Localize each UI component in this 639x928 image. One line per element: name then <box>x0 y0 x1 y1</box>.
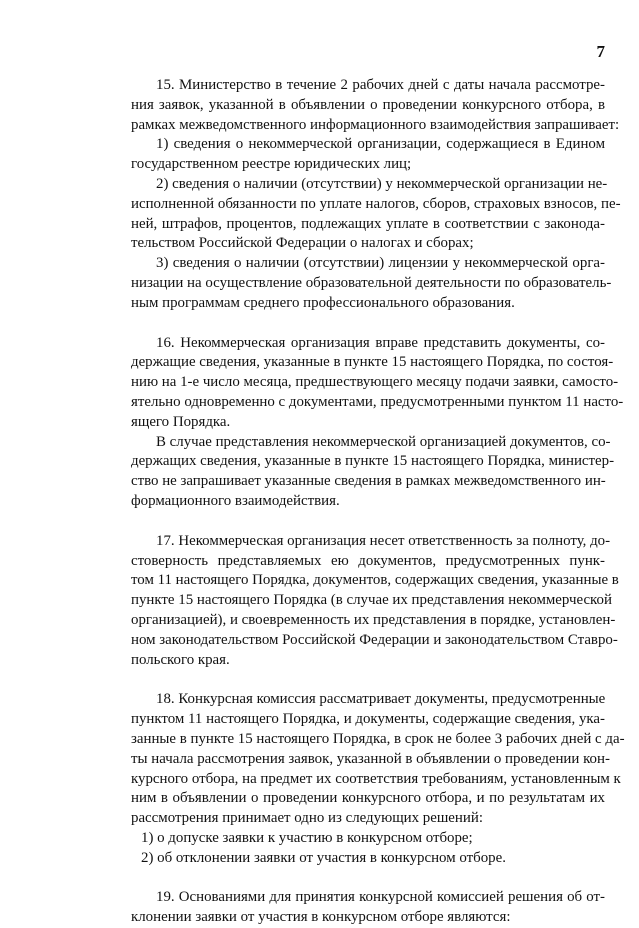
text-line: 15. Министерство в течение 2 рабочих дней с даты начала рассмотре- <box>156 77 605 93</box>
text-line: государственном реестре юридических лиц; <box>131 156 412 173</box>
text-line: ящего Порядка. <box>131 413 231 430</box>
text-line: В случае представления некоммерческой организацией документов, со- <box>156 433 611 450</box>
text-line: 3) сведения о наличии (отсутствии) лицензии у некоммерческой орга- <box>156 255 605 272</box>
text-line: ним в объявлении о проведении конкурсного отбора, и по результатам их <box>131 790 605 807</box>
text-line: 19. Основаниями для принятия конкурсной комиссией решения об от- <box>156 889 605 906</box>
text-line: пункте 15 настоящего Порядка (в случае их представления некоммерческой <box>131 592 612 609</box>
text-line: пунктом 11 настоящего Порядка, и документы, содержащие сведения, ука- <box>131 711 605 728</box>
text-line: 16. Некоммерческая организация вправе представить документы, со- <box>156 334 605 351</box>
text-line: ней, штрафов, процентов, подлежащих уплате в соответствии с законода- <box>131 215 605 232</box>
page-number: 7 <box>596 42 605 61</box>
text-line: низации на осуществление образовательной деятельности по образователь- <box>131 274 612 291</box>
text-line: ятельно одновременно с документами, предусмотренными пунктом 11 насто- <box>131 393 624 410</box>
paragraph-19 <box>131 888 605 928</box>
text-line: клонении заявки от участия в конкурсном отборе являются: <box>131 909 511 926</box>
list-item: 2) об отклонении заявки от участия в конкурсном отборе. <box>141 849 506 866</box>
text-line: польского края. <box>131 651 230 668</box>
text-line: 1) сведения о некоммерческой организации, содержащиеся в Едином <box>156 136 605 153</box>
text-line: том 11 настоящего Порядка, документов, содержащих сведения, указанные в <box>131 572 619 589</box>
text-line: формационного взаимодействия. <box>131 492 340 509</box>
paragraph-17 <box>131 532 619 671</box>
text-line: держащие сведения, указанные в пункте 15 настоящего Порядка, по состоя- <box>131 354 614 371</box>
text-line: организацией), и своевременность их представления в порядке, установлен- <box>131 611 616 628</box>
text-line: исполненной обязанности по уплате налогов, сборов, страховых взносов, пе- <box>131 195 621 212</box>
text-line: 18. Конкурсная комиссия рассматривает документы, предусмотренные <box>156 691 606 708</box>
text-line: ство не запрашивает указанные сведения в рамках межведомственного ин- <box>131 473 606 490</box>
decision-list <box>131 829 605 869</box>
paragraph-15 <box>131 76 621 314</box>
text-line: 2) сведения о наличии (отсутствии) у некоммерческой организации не- <box>156 175 608 192</box>
text-line: курсного отбора, на предмет их соответствия требованиям, установленным к <box>131 770 621 787</box>
text-line: тельством Российской Федерации о налогах и сборах; <box>131 235 474 252</box>
text-line: ным программам среднего профессионального образования. <box>131 294 515 311</box>
list-item: 1) о допуске заявки к участию в конкурсном отборе; <box>141 829 473 846</box>
text-line: держащих сведения, указанные в пункте 15 настоящего Порядка, министер- <box>131 453 615 470</box>
text-line: ном законодательством Российской Федерации и законодательством Ставро- <box>131 631 618 648</box>
text-line: стоверность представляемых ею документов, предусмотренных пунк- <box>131 552 605 569</box>
paragraph-16 <box>131 334 624 512</box>
text-line: рассмотрения принимает одно из следующих решений: <box>131 810 483 827</box>
text-line: занные в пункте 15 настоящего Порядка, в срок не более 3 рабочих дней с да- <box>131 730 625 747</box>
text-line: нию на 1-е число месяца, предшествующего месяцу подачи заявки, самосто- <box>131 374 619 391</box>
paragraph-18 <box>131 690 625 868</box>
text-line: ния заявок, указанной в объявлении о проведении конкурсного отбора, в <box>131 96 605 113</box>
document-body <box>131 76 625 928</box>
text-line: рамках межведомственного информационного взаимодействия запрашивает: <box>131 116 620 133</box>
text-line: 17. Некоммерческая организация несет ответственность за полноту, до- <box>156 532 611 549</box>
text-line: ты начала рассмотрения заявок, указанной в объявлении о проведении кон- <box>131 750 610 767</box>
